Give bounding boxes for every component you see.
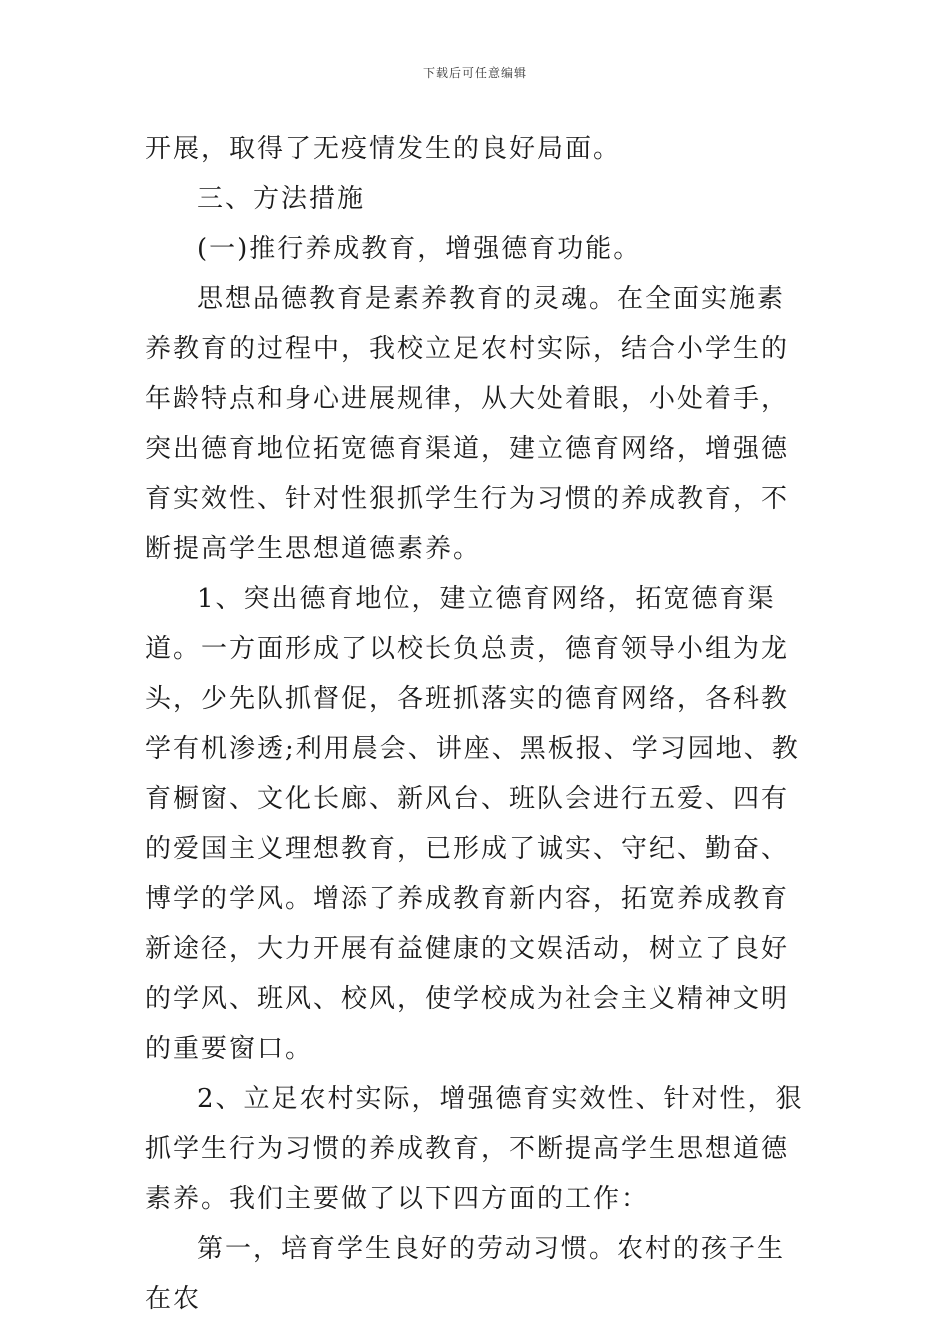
page-header-note: 下载后可任意编辑 [422,66,527,80]
paragraph-first-point: 第一，培育学生良好的劳动习惯。农村的孩子生在农 [145,1234,786,1314]
paragraph-item-2: 2、立足农村实际，增强德育实效性、针对性，狠抓学生行为习惯的养成教育，不断提高学生思想道德素养。我们主要做了以下四方面的工作： [145,1084,804,1214]
paragraph-moral-education: 思想品德教育是素养教育的灵魂。在全面实施素养教育的过程中，我校立足农村实际，结合小学生的年龄特点和身心进展规律，从大处着眼，小处着手，突出德育地位拓宽德育渠道，建立德育网络，增强德育实效性、针对性狠抓学生行为习惯的养成教育，不断提高学生思想道德素养。 [145,284,790,564]
document-body [145,124,805,1324]
paragraph-continuation: 开展，取得了无疫情发生的良好局面。 [145,134,622,164]
section-heading: 三、方法措施 [197,184,366,214]
paragraph-item-1: 1、突出德育地位，建立德育网络，拓宽德育渠道。一方面形成了以校长负总责，德育领导小组为龙头，少先队抓督促，各班抓落实的德育网络，各科教学有机渗透;利用晨会、讲座、黑板报、学习园地、教育橱窗、文化长廊、新风台、班队会进行五爱、四有的爱国主义理想教育，已形成了诚实、守纪、勤奋、博学的学风。增添了养成教育新内容，拓宽养成教育新途径，大力开展有益健康的文娱活动，树立了良好的学风、班风、校风，使学校成为社会主义精神文明的重要窗口。 [145,584,800,1064]
subsection-heading: (一)推行养成教育，增强德育功能。 [197,234,642,264]
